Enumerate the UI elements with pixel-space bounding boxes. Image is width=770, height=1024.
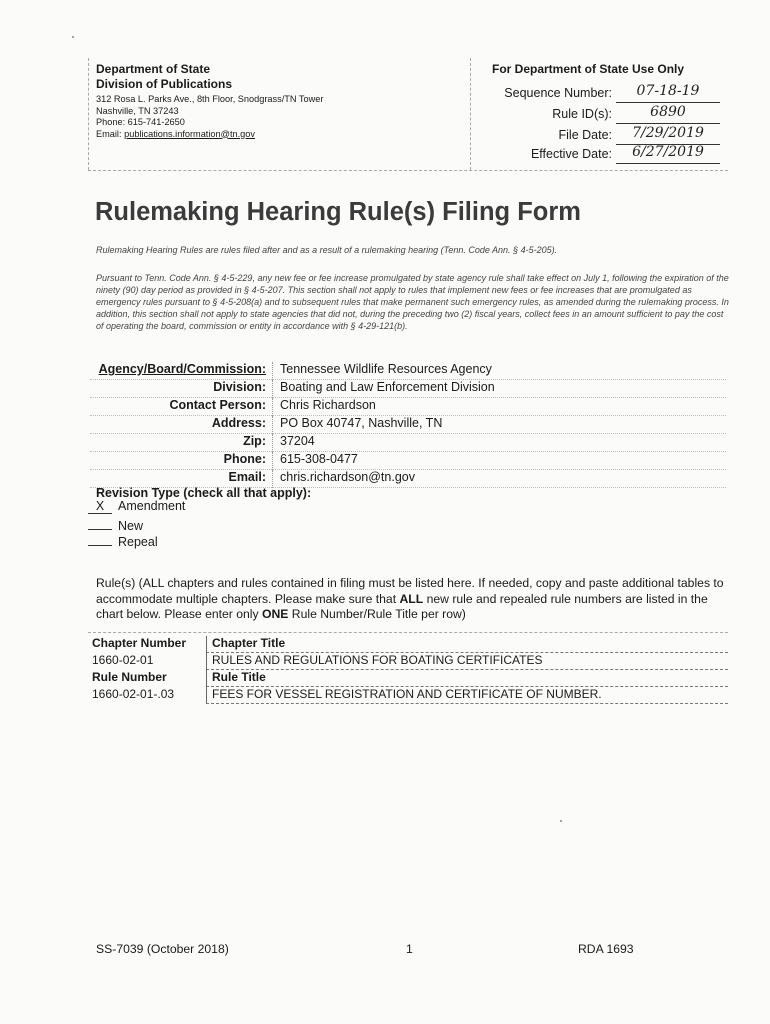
sequence-number-line bbox=[616, 102, 720, 103]
zip-value: 37204 bbox=[280, 434, 315, 448]
phone-row bbox=[90, 452, 726, 470]
revision-type-title: Revision Type (check all that apply): bbox=[96, 486, 312, 500]
division-name: Division of Publications bbox=[96, 77, 233, 91]
contact-person-row bbox=[90, 398, 726, 416]
form-title: Rulemaking Hearing Rule(s) Filing Form bbox=[95, 198, 581, 226]
revision-repeal-label: Repeal bbox=[118, 535, 158, 549]
header-box-left-border bbox=[88, 58, 89, 170]
rule-title-value: FEES FOR VESSEL REGISTRATION AND CERTIFICATE OF NUMBER. bbox=[212, 687, 602, 701]
office-use-title: For Department of State Use Only bbox=[492, 62, 685, 76]
rules-instructions-part-1: Rule(s) (ALL chapters and rules contained in filing must be listed here. If needed, copy and paste additional tables to accommodate multiple chapters. Please make sure that bbox=[96, 576, 724, 606]
form-number: SS-7039 (October 2018) bbox=[96, 942, 229, 956]
address-line-1: 312 Rosa L. Parks Ave., 8th Floor, Snodgrass/TN Tower bbox=[96, 94, 324, 104]
phone-value: 615-308-0477 bbox=[280, 452, 358, 466]
revision-amendment-label: Amendment bbox=[118, 499, 186, 513]
phone-label: Phone: bbox=[223, 452, 266, 466]
header-box-bottom-border bbox=[88, 170, 728, 171]
address-value: PO Box 40747, Nashville, TN bbox=[280, 416, 443, 430]
chapter-title-header: Chapter Title bbox=[212, 636, 286, 650]
rules-instructions-one: ONE bbox=[261, 607, 289, 621]
zip-label: Zip: bbox=[243, 434, 266, 448]
rule-header-row bbox=[88, 670, 728, 687]
address-separator bbox=[272, 416, 273, 434]
effective-date-value: 6/27/2019 bbox=[632, 144, 704, 160]
chapter-header-row bbox=[88, 636, 728, 653]
department-address bbox=[96, 94, 323, 140]
department-email-row bbox=[96, 129, 323, 141]
page-number: 1 bbox=[406, 942, 413, 956]
address-line-2: Nashville, TN 37243 bbox=[96, 105, 179, 116]
chapter-number-value: 1660-02-01 bbox=[92, 653, 154, 667]
agency-value: Tennessee Wildlife Resources Agency bbox=[280, 362, 492, 376]
revision-repeal-mark[interactable] bbox=[88, 531, 112, 546]
agency-separator bbox=[272, 362, 273, 380]
contact-person-separator bbox=[272, 398, 273, 416]
revision-amendment-mark[interactable]: X bbox=[88, 499, 112, 514]
division-value: Boating and Law Enforcement Division bbox=[280, 380, 495, 394]
sequence-number-value: 07-18-19 bbox=[636, 83, 700, 99]
revision-repeal[interactable] bbox=[88, 531, 158, 549]
department-email-link[interactable]: publications.information@tn.gov bbox=[124, 128, 255, 139]
effective-date-line bbox=[616, 163, 720, 164]
address-row bbox=[90, 416, 726, 434]
rule-number-header: Rule Number bbox=[92, 670, 167, 684]
chapter-row bbox=[88, 653, 728, 670]
rule-id-line bbox=[616, 123, 720, 124]
rda-number: RDA 1693 bbox=[578, 942, 634, 956]
contact-person-label: Contact Person: bbox=[169, 398, 266, 412]
chapter-number-header: Chapter Number bbox=[92, 636, 187, 650]
rule-number-value: 1660-02-01-.03 bbox=[92, 687, 175, 701]
rules-instructions-part-2: new rule and repealed rule numbers are listed in the chart below. Please enter only bbox=[96, 591, 708, 621]
rule-header-separator bbox=[206, 670, 207, 687]
division-label: Division: bbox=[213, 380, 266, 394]
effective-date-row bbox=[470, 144, 720, 167]
intro-paragraph: Pursuant to Tenn. Code Ann. § 4-5-229, any new fee or fee increase promulgated by state agency rule shall take effect on July 1, following the expiration of the ninety (90) day period as provided in § 4-5-207. This section shall not apply to rules that implement new fees or fee increases that are promulgated as emergency rules pursuant to § 4-5-208(a) and to subsequent rules that make permanent such emergency rules, as amended during the rulemaking process. In addition, this section shall not apply to state agencies that did not, during the preceding two (2) fiscal years, collect fees in an amount sufficient to pay the cost of operating the board, commission or entity in accordance with § 4-29-121(b). bbox=[96, 273, 729, 331]
rule-id-value: 6890 bbox=[650, 104, 686, 120]
rule-row-separator bbox=[206, 687, 207, 704]
rule-row bbox=[88, 687, 728, 704]
division-separator bbox=[272, 380, 273, 398]
header-box-divider bbox=[470, 58, 471, 170]
scan-speck bbox=[72, 36, 74, 38]
rules-instructions bbox=[96, 576, 726, 623]
email-value: chris.richardson@tn.gov bbox=[280, 470, 415, 484]
chapter-table-top-border bbox=[88, 632, 728, 633]
revision-amendment[interactable] bbox=[88, 499, 185, 514]
scan-speck bbox=[560, 820, 562, 822]
chapter-title-value: RULES AND REGULATIONS FOR BOATING CERTIFICATES bbox=[212, 653, 543, 667]
zip-separator bbox=[272, 434, 273, 452]
agency-label: Agency/Board/Commission: bbox=[98, 362, 266, 376]
rule-id-row bbox=[470, 104, 720, 127]
file-date-value: 7/29/2019 bbox=[632, 125, 704, 141]
division-row bbox=[90, 380, 726, 398]
department-phone: Phone: 615-741-2650 bbox=[96, 117, 185, 127]
chapter-row-separator bbox=[206, 653, 207, 670]
effective-date-label: Effective Date: bbox=[530, 147, 612, 161]
phone-separator bbox=[272, 452, 273, 470]
sequence-number-row bbox=[470, 83, 720, 106]
rules-instructions-part-3: Rule Number/Rule Title per row) bbox=[288, 607, 466, 621]
rule-title-header: Rule Title bbox=[212, 670, 266, 684]
email-label: Email: bbox=[228, 470, 266, 484]
intro-line: Rulemaking Hearing Rules are rules filed after and as a result of a rulemaking hearing (Tenn. Code Ann. § 4-5-205). bbox=[96, 245, 558, 255]
department-name: Department of State bbox=[96, 62, 211, 76]
rule-row-line bbox=[206, 703, 728, 704]
rules-instructions-all: ALL bbox=[399, 591, 424, 606]
agency-row bbox=[90, 362, 726, 380]
contact-person-value: Chris Richardson bbox=[280, 398, 376, 412]
sequence-number-label: Sequence Number: bbox=[504, 86, 612, 100]
revision-new-label: New bbox=[118, 519, 144, 533]
email-label: Email: bbox=[96, 128, 125, 139]
revision-new-mark[interactable] bbox=[88, 515, 112, 530]
chapter-header-separator bbox=[206, 636, 207, 653]
address-label: Address: bbox=[211, 416, 266, 430]
rule-id-label: Rule ID(s): bbox=[552, 107, 612, 121]
department-heading bbox=[96, 62, 232, 92]
file-date-label: File Date: bbox=[558, 128, 612, 142]
zip-row bbox=[90, 434, 726, 452]
